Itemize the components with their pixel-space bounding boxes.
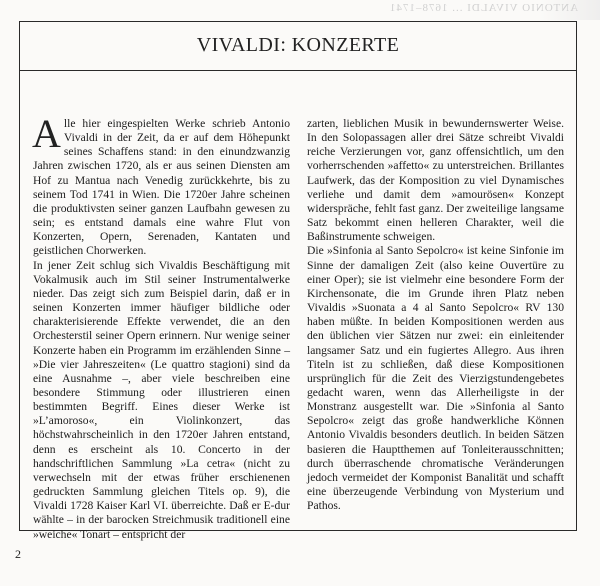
page-number: 2 (15, 547, 21, 561)
paragraph-1-text: lle hier eingespielten Werke schrieb Antonio Vivaldi in der Zeit, da er auf dem Höhepunkt seines Schaffens stand: in den einundzwanzig Jahren zwischen 1720, als er aus seinen Diensten am Hof zu Mantua nach Venedig zurückkehrte, bis zu seinem Tod 1741 in Wien. Die 1720er Jahre scheinen die produktivsten seiner ganzen Laufbahn gewesen zu sein; es entstand damals eine wahre Flut von Konzerten, Opern, Serenaden, Kantaten und geistlichen Chorwerken. (33, 117, 290, 258)
text-column-left (32, 111, 290, 542)
title-divider (19, 70, 577, 71)
paragraph-2: In jener Zeit schlug sich Vivaldis Beschäftigung mit Vokalmusik auch im Stil seiner Instrumentalwerke nieder. Das zeigt sich zum Beispiel darin, daß er in seinen Konzerten immer häufiger bildliche oder charakterisierende Effekte verwendet, die an den Orchesterstil seiner Opern erinnern. Nur wenige seiner Konzerte haben ein Programm im erzählenden Sinne – »Die vier Jahreszeiten« (Le quattro stagioni) sind da eine Ausnahme –, aber viele beschreiben eine besondere Stimmung oder illustrieren einen bestimmten Begriff. Eines dieser Werke ist »L’amoroso«, ein Violinkonzert, das höchstwahrscheinlich in den 1720er Jahren entstand, denn es erscheint als 10. Concerto in der handschriftlichen Sammlung »La cetra« (nicht zu verwechseln mit der etwas früher erschienenen gedruckten Sammlung gleichen Titels op. 9), die Vivaldi 1728 Kaiser Karl VI. überreichte. Daß er E-dur wählte – in der barocken Streichmusik traditionell eine »weiche« Tonart – entspricht der (33, 258, 290, 541)
paragraph-4: Die »Sinfonia al Santo Sepolcro« ist keine Sinfonie im Sinne der damaligen Zeit (also keine Ouvertüre zu einer Oper); sie ist vielmehr eine besondere Form der Kirchensonate, die im Grunde ihren Platz neben Vivaldis »Suonata a 4 al Santo Sepolcro« RV 130 haben müßte. In beiden Kompositionen werden aus den üblichen vier Sätzen nur zwei: ein einleitender langsamer Satz und ein fugiertes Allegro. Aus ihren Titeln ist zu schließen, daß diese Kompositionen ursprünglich für die Zeit des Vierzigstundengebetes gedacht waren, wenn das Allerheiligste in der Monstranz ausgestellt war. Die »Sinfonia al Santo Sepolcro« zeigt das große handwerkliche Können Antonio Vivaldis besonders deutlich. In beiden Sätzen basieren die Hauptthemen auf Tonleiterausschnitten; durch überraschende chromatische Veränderungen jedoch vermeidet der Komponist Banalität und schafft eine überzeugende Verbindung von Mysterium und Pathos. (307, 244, 564, 513)
paragraph-1 (32, 111, 290, 259)
page-title: VIVALDI: KONZERTE (196, 34, 400, 56)
paragraph-3: zarten, lieblichen Musik in bewundernswerter Weise. In den Solopassagen aller drei Sätze schreibt Vivaldi reiche Verzierungen vor, ganz offensichtlich, um den vorherrschenden »affetto« zu unterstreichen. Brillantes Laufwerk, das der Komposition zu viel Dynamisches verliehe und damit dem »amourösen« Konzept widerspräche, fehlt fast ganz. Der zweiteilige langsame Satz bekommt einen helleren Charakter, weil die Baßinstrumente schweigen. (307, 117, 564, 244)
bleed-through-text: ANTONIO VIVALDI ... 1678–1741 (388, 2, 578, 14)
drop-cap: A (32, 111, 61, 156)
text-column-right (307, 117, 564, 513)
facing-page-bleed (388, 0, 600, 20)
